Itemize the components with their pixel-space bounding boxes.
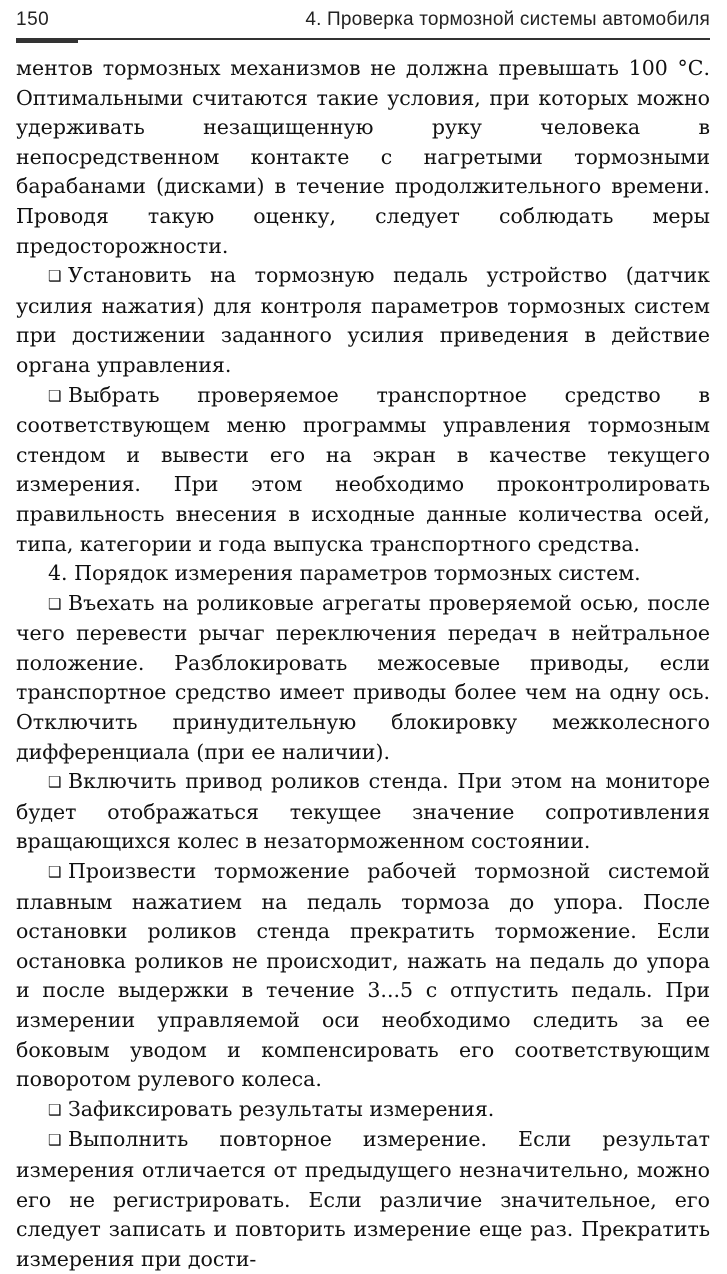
paragraph-text: Выполнить повторное измерение. Если результат измерения отличается от предыдущего незначительно, можно его не регистрировать. Если различие значительное, его следует записать и повторить измерение еще раз. Прекратить измерения при дости- (16, 1127, 710, 1271)
paragraph-text: Включить привод роликов стенда. При этом на мониторе будет отображаться текущее значение сопротивления вращающихся колес в незаторможенном состоянии. (16, 769, 710, 854)
paragraph-text: Произвести торможение рабочей тормозной системой плавным нажатием на педаль тормоза до упора. После остановки роликов стенда прекратить торможение. Если остановка роликов не происходит, нажать на педаль до упора и после выдержки в течение 3...5 с отпустить педаль. При измерении управляемой оси необходимо следить за ее боковым уводом и компенсировать его соответствующим поворотом рулевого колеса. (16, 859, 710, 1092)
paragraph-text: Установить на тормозную педаль устройство (датчик усилия нажатия) для контроля параметров тормозных систем при достижении заданного усилия приведения в действие органа управления. (16, 263, 710, 377)
checkbox-bullet-icon: ❑ (48, 267, 62, 286)
paragraph (16, 54, 710, 261)
chapter-title: 4. Проверка тормозной системы автомобиля (305, 9, 710, 30)
bullet-paragraph (16, 1125, 710, 1274)
checkbox-bullet-icon: ❑ (48, 386, 62, 405)
checkbox-bullet-icon: ❑ (48, 594, 62, 613)
paragraph-text: Зафиксировать результаты измерения. (68, 1096, 495, 1121)
bullet-paragraph (16, 589, 710, 768)
paragraph (16, 559, 710, 589)
bullet-paragraph (16, 261, 710, 380)
checkbox-bullet-icon: ❑ (48, 1100, 62, 1119)
paragraph-text: ментов тормозных механизмов не должна превышать 100 °С. Оптимальными считаются такие условия, при которых можно удерживать незащищенную руку человека в непосредственном контакте с нагретыми тормозными барабанами (дисками) в течение продолжительного времени. Проводя такую оценку, следует соблюдать меры предосторожности. (16, 56, 710, 258)
bullet-paragraph (16, 381, 710, 560)
paragraph-text: 4. Порядок измерения параметров тормозных систем. (48, 561, 641, 586)
page-number: 150 (16, 9, 50, 30)
checkbox-bullet-icon: ❑ (48, 773, 62, 792)
running-header (16, 8, 710, 40)
paragraph-text: Выбрать проверяемое транспортное средство в соответствующем меню программы управления тормозным стендом и вывести его на экран в качестве текущего измерения. При этом необходимо проконтролировать правильность внесения в исходные данные количества осей, типа, категории и года выпуска транспортного средства. (16, 382, 710, 556)
checkbox-bullet-icon: ❑ (48, 863, 62, 882)
paragraph-text: Въехать на роликовые агрегаты проверяемой осью, после чего перевести рычаг переключения передач в нейтральное положение. Разблокировать межосевые приводы, если транспортное средство имеет приводы более чем на одну ось. Отключить принудительную блокировку межколесного дифференциала (при ее наличии). (16, 590, 710, 764)
bullet-paragraph (16, 857, 710, 1095)
body-text (16, 54, 710, 1274)
checkbox-bullet-icon: ❑ (48, 1131, 62, 1150)
bullet-paragraph (16, 767, 710, 857)
